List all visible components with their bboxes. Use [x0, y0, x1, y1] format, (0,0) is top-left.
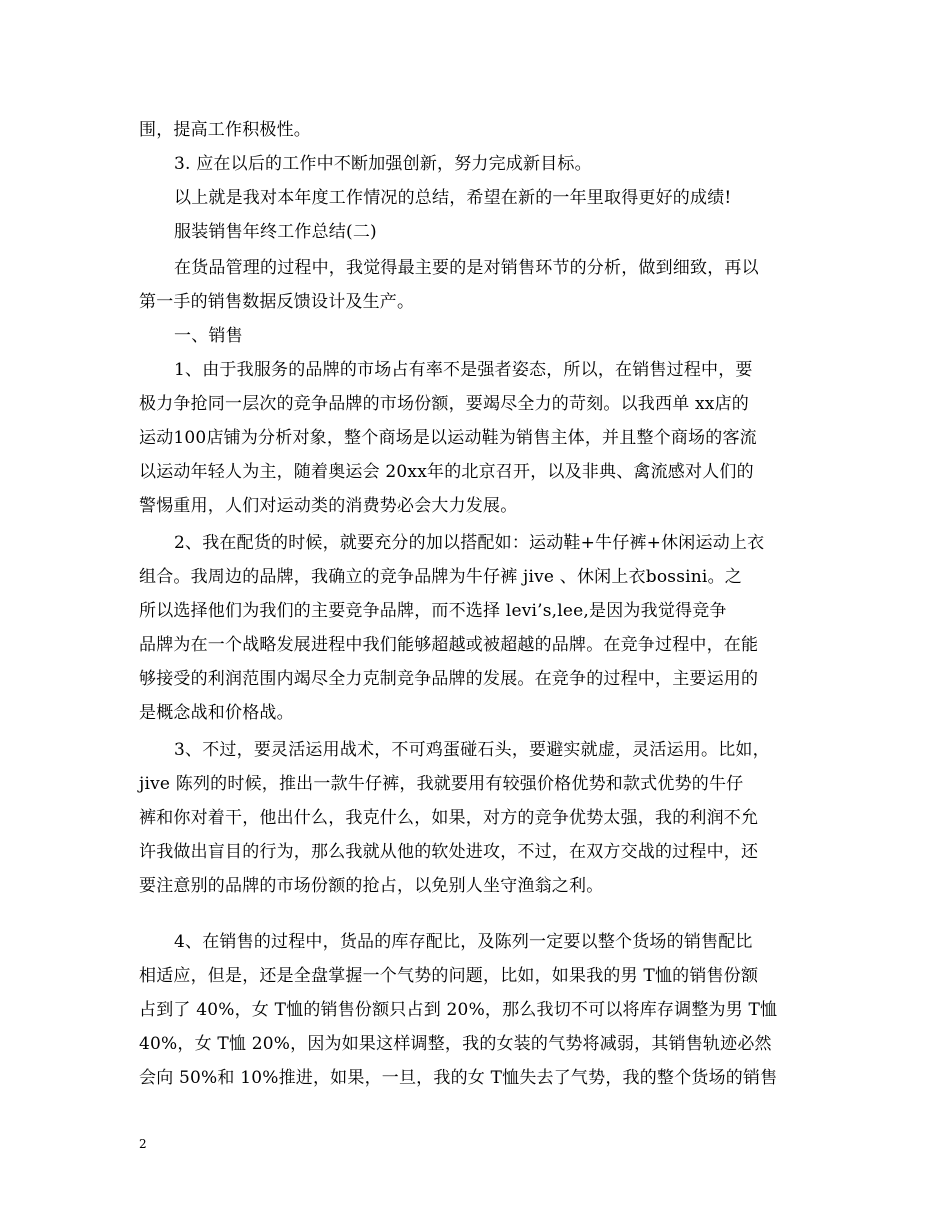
text-line: 所以选择他们为我们的主要竞争品牌，而不选择 levi’s,lee,是因为我觉得竞争 [139, 601, 727, 621]
text-line: 够接受的利润范围内竭尽全力克制竞争品牌的发展。在竞争的过程中，主要运用的 [139, 669, 759, 689]
text-line: 裤和你对着干，他出什么，我克什么，如果，对方的竞争优势太强，我的利润不允 [139, 808, 759, 828]
text-line: 以上就是我对本年度工作情况的总结，希望在新的一年里取得更好的成绩! [174, 188, 732, 208]
text-line: 1、由于我服务的品牌的市场占有率不是强者姿态，所以，在销售过程中，要 [174, 360, 753, 380]
text-line: 在货品管理的过程中，我觉得最主要的是对销售环节的分析，做到细致，再以 [174, 258, 759, 278]
text-line: 警惕重用，人们对运动类的消费势必会大力发展。 [139, 496, 518, 516]
text-line: 2、我在配货的时候，就要充分的加以搭配如：运动鞋+牛仔裤+休闲运动上衣 [174, 533, 765, 553]
text-line: 3. 应在以后的工作中不断加强创新，努力完成新目标。 [174, 154, 592, 174]
text-line: 是概念战和价格战。 [139, 703, 294, 723]
text-line: 占到了 40%，女 T恤的销售份额只占到 20%，那么我切不可以将库存调整为男 T恤 [139, 1000, 778, 1020]
text-line: jive 陈列的时候，推出一款牛仔裤，我就要用有较强价格优势和款式优势的牛仔 [139, 774, 744, 794]
text-line: 第一手的销售数据反馈设计及生产。 [139, 292, 415, 312]
section-heading: 服装销售年终工作总结(二) [174, 222, 377, 242]
text-line: 以运动年轻人为主，随着奥运会 20xx年的北京召开，以及非典、禽流感对人们的 [139, 462, 754, 482]
text-line: 4、在销售的过程中，货品的库存配比，及陈列一定要以整个货场的销售配比 [174, 932, 753, 952]
text-line: 许我做出盲目的行为，那么我就从他的软处进攻，不过，在双方交战的过程中，还 [139, 842, 759, 862]
subsection-heading: 一、销售 [174, 326, 243, 346]
text-line: 组合。我周边的品牌，我确立的竞争品牌为牛仔裤 jive 、休闲上衣bossini。之 [139, 567, 742, 587]
text-line: 运动100店铺为分析对象，整个商场是以运动鞋为销售主体，并且整个商场的客流 [139, 428, 757, 448]
text-line: 极力争抢同一层次的竞争品牌的市场份额，要竭尽全力的苛刻。以我西单 xx店的 [139, 394, 749, 414]
text-line: 要注意别的品牌的市场份额的抢占，以免别人坐守渔翁之利。 [139, 876, 604, 896]
text-line: 40%，女 T恤 20%，因为如果这样调整，我的女装的气势将减弱，其销售轨迹必然 [139, 1034, 772, 1054]
text-line: 围，提高工作积极性。 [139, 120, 311, 140]
text-line: 会向 50%和 10%推进，如果，一旦，我的女 T恤失去了气势，我的整个货场的销售 [139, 1068, 778, 1088]
text-line: 相适应，但是，还是全盘掌握一个气势的问题，比如，如果我的男 T恤的销售份额 [139, 966, 759, 986]
text-line: 品牌为在一个战略发展进程中我们能够超越或被超越的品牌。在竞争过程中，在能 [139, 635, 759, 655]
text-line: 3、不过，要灵活运用战术，不可鸡蛋碰石头，要避实就虚，灵活运用。比如， [174, 740, 770, 760]
page-number: 2 [139, 1137, 147, 1151]
